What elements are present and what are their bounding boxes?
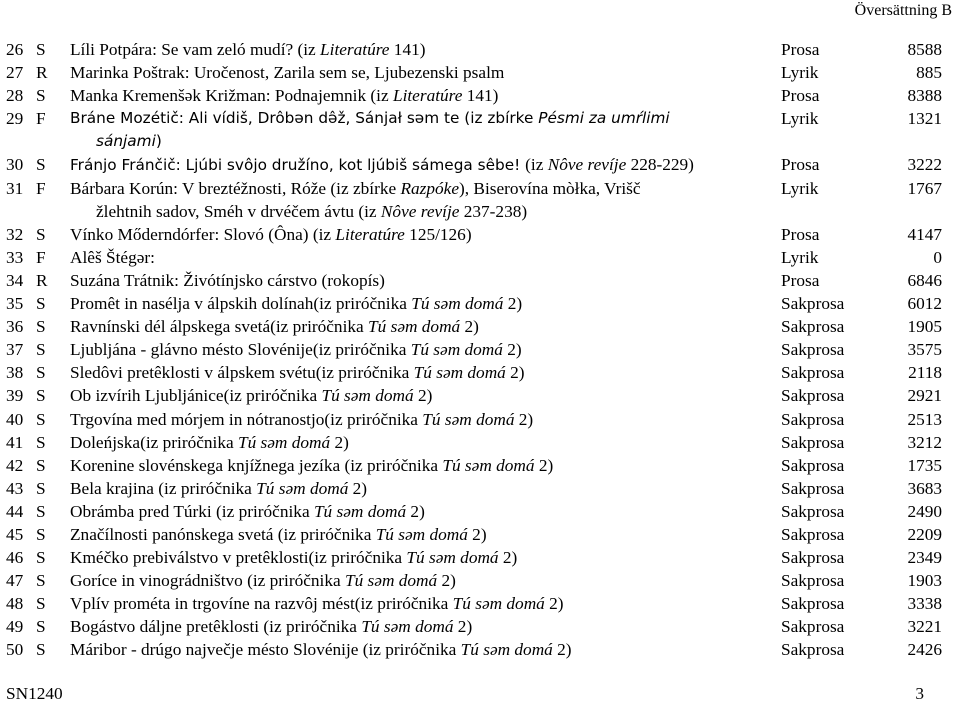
item-number: 45 [6, 524, 24, 544]
item-count: 2426 [907, 640, 942, 660]
item-title: Bela krajina (iz priróčnika Tú səm domá 2) [70, 478, 368, 498]
item-number: 35 [6, 294, 24, 314]
item-number: 33 [6, 247, 24, 267]
item-title: Bráne Mozétič: Ali vídiš, Drôbən də̂ž, Sánjał səm te (iz zbírke Pésmi za umŕlimi sánjami) [70, 107, 770, 153]
list-item [0, 84, 960, 107]
item-title: Promêt in nasélja v álpskih dolínah(iz priróčnika Tú səm domá 2) [70, 294, 523, 314]
item-title: Vplív prométa in trgovíne na razvôj mést(iz priróčnika Tú səm domá 2) [70, 594, 564, 614]
item-genre: Sakprosa [781, 501, 845, 521]
item-count: 3338 [907, 594, 942, 614]
item-genre: Prosa [781, 270, 820, 290]
item-title: Máribor - drúgo največje mésto Slovénije (iz priróčnika Tú səm domá 2) [70, 640, 572, 660]
item-count: 1903 [907, 571, 942, 591]
item-count: 0 [933, 247, 942, 267]
item-number: 47 [6, 571, 24, 591]
italic-title: Tú səm domá [411, 294, 504, 314]
item-category: S [36, 617, 46, 637]
list-item [0, 269, 960, 292]
italic-title: Tú səm domá [375, 524, 468, 544]
item-genre: Sakprosa [781, 317, 845, 337]
list-item [0, 500, 960, 523]
italic-title: Literatúre [392, 86, 463, 106]
italic-title: Tú səm domá [410, 340, 503, 360]
list-item [0, 592, 960, 615]
list-item [0, 615, 960, 638]
list-item [0, 107, 960, 153]
item-title: Manka Kremenšək Križman: Podnajemnik (iz Literatúre 141) [70, 86, 499, 106]
item-number: 39 [6, 386, 24, 406]
item-category: S [36, 317, 46, 337]
item-genre: Sakprosa [781, 478, 845, 498]
item-number: 38 [6, 363, 24, 383]
item-genre: Sakprosa [781, 571, 845, 591]
item-number: 49 [6, 617, 24, 637]
item-category: S [36, 294, 46, 314]
item-count: 2513 [907, 409, 942, 429]
text-list [0, 38, 960, 662]
item-number: 32 [6, 224, 24, 244]
item-genre: Sakprosa [781, 594, 845, 614]
page-header: Översättning B [854, 2, 952, 19]
italic-title: Tú səm domá [460, 640, 553, 660]
italic-title: Nôve revíje [380, 201, 460, 221]
item-title: Ob izvírih Ljubljánice(iz priróčnika Tú səm domá 2) [70, 386, 433, 406]
item-count: 1321 [907, 109, 942, 129]
item-number: 48 [6, 594, 24, 614]
item-count: 885 [916, 63, 942, 83]
item-title: Alêš Štégər: [70, 247, 155, 267]
item-category: S [36, 548, 46, 568]
item-count: 2209 [907, 524, 942, 544]
item-category: S [36, 571, 46, 591]
item-title: Značílnosti panónskega svetá (iz priróčnika Tú səm domá 2) [70, 524, 487, 544]
item-genre: Sakprosa [781, 617, 845, 637]
item-title: Vínko Mőderndórfer: Slovó (Ôna) (iz Literatúre 125/126) [70, 224, 472, 244]
item-title: Líli Potpára: Se vam zeló mudí? (iz Literatúre 141) [70, 40, 426, 59]
item-genre: Sakprosa [781, 294, 845, 314]
italic-title: Tú səm domá [452, 594, 545, 614]
italic-title: Tú səm domá [413, 363, 506, 383]
item-number: 26 [6, 40, 24, 59]
item-category: S [36, 501, 46, 521]
item-number: 37 [6, 340, 24, 360]
item-title: Marinka Poštrak: Uročenost, Zarila sem se, Ljubezenski psalm [70, 63, 505, 83]
item-title: Sledôvi pretêklosti v álpskem svétu(iz priróčnika Tú səm domá 2) [70, 363, 525, 383]
item-category: S [36, 409, 46, 429]
item-count: 2349 [907, 548, 942, 568]
item-genre: Sakprosa [781, 548, 845, 568]
item-count: 8588 [907, 40, 942, 59]
list-item [0, 246, 960, 269]
item-title: Ljubljána - glávno mésto Slovénije(iz priróčnika Tú səm domá 2) [70, 340, 522, 360]
item-category: S [36, 224, 46, 244]
item-count: 4147 [907, 224, 942, 244]
italic-title: Tú səm domá [442, 455, 535, 475]
item-title: Ravnínski dél álpskega svetá(iz priróčnika Tú səm domá 2) [70, 317, 479, 337]
italic-title: Literatúre [335, 224, 405, 244]
item-genre: Lyrik [781, 178, 819, 198]
item-genre: Lyrik [781, 247, 819, 267]
item-title: Kméčko prebiválstvo v pretêklosti(iz priróčnika Tú səm domá 2) [70, 548, 518, 568]
item-genre: Prosa [781, 155, 820, 175]
item-number: 27 [6, 63, 24, 83]
item-category: S [36, 594, 46, 614]
italic-title: Tú səm domá [406, 548, 499, 568]
item-category: S [36, 386, 46, 406]
item-count: 3575 [907, 340, 942, 360]
item-genre: Prosa [781, 86, 820, 106]
italic-title: Tú səm domá [237, 432, 331, 452]
list-item [0, 523, 960, 546]
item-category: S [36, 86, 46, 106]
list-item [0, 638, 960, 661]
item-genre: Sakprosa [781, 386, 845, 406]
item-number: 50 [6, 640, 24, 660]
italic-title: Tú səm domá [344, 571, 438, 591]
list-item [0, 177, 960, 223]
item-category: R [36, 63, 48, 83]
list-item [0, 223, 960, 246]
item-genre: Sakprosa [781, 524, 845, 544]
item-genre: Sakprosa [781, 432, 845, 452]
list-item [0, 361, 960, 384]
list-item [0, 477, 960, 500]
item-count: 2118 [908, 363, 942, 383]
item-title: Obrámba pred Túrki (iz priróčnika Tú səm domá 2) [70, 501, 425, 521]
item-category: S [36, 363, 46, 383]
item-title-continuation: žlehtnih sadov, Sméh v drvéčem ávtu (iz Nôve revíje 237-238) [96, 201, 528, 221]
item-title: Goríce in vinográdništvo (iz priróčnika Tú səm domá 2) [70, 571, 456, 591]
item-title: Doleńjska(iz priróčnika Tú səm domá 2) [70, 432, 349, 452]
list-item [0, 408, 960, 431]
item-count: 2921 [907, 386, 942, 406]
list-item [0, 384, 960, 407]
item-category: R [36, 270, 48, 290]
item-count: 6846 [907, 270, 942, 290]
item-title: Trgovína med mórjem in nótranostjo(iz priróčnika Tú səm domá 2) [70, 409, 534, 429]
list-item [0, 38, 960, 61]
item-genre: Sakprosa [781, 640, 845, 660]
item-number: 30 [6, 155, 24, 175]
item-number: 36 [6, 317, 24, 337]
item-genre: Sakprosa [781, 340, 845, 360]
item-genre: Prosa [781, 40, 820, 59]
item-category: F [36, 247, 46, 267]
source-text: (iz [525, 155, 548, 175]
item-category: S [36, 40, 46, 59]
list-item [0, 338, 960, 361]
item-title: Suzána Trátnik: Živótínjsko cárstvo (rokopís) [70, 270, 385, 290]
italic-title: Razpóke [400, 178, 460, 198]
italic-title: Tú səm domá [368, 317, 461, 337]
list-item [0, 569, 960, 592]
item-title: Bárbara Korún: V breztéžnosti, Róže (iz zbírke Razpóke), Biserovína mòłka, Vrišč žlehtnih sadov, Sméh v drvéčem ávtu (iz Nôve revíje 237-238) [70, 177, 770, 223]
italic-title: sánjami [96, 132, 156, 151]
item-category: F [36, 109, 46, 129]
item-number: 42 [6, 455, 24, 475]
item-category: S [36, 478, 46, 498]
item-count: 3212 [907, 432, 942, 452]
item-category: S [36, 155, 46, 175]
item-title-continuation: sánjami) [96, 132, 162, 151]
item-category: F [36, 178, 46, 198]
list-item [0, 546, 960, 569]
italic-title: Tú səm domá [422, 409, 515, 429]
item-count: 1735 [907, 455, 942, 475]
italic-title: Literatúre [320, 40, 390, 59]
italic-title: Tú səm domá [256, 478, 349, 498]
item-number: 40 [6, 409, 24, 429]
item-number: 29 [6, 109, 24, 129]
item-count: 1767 [907, 178, 942, 198]
italic-title: Tú səm domá [321, 386, 414, 406]
item-count: 6012 [907, 294, 942, 314]
item-number: 43 [6, 478, 24, 498]
item-count: 1905 [907, 317, 942, 337]
list-item [0, 61, 960, 84]
item-category: S [36, 340, 46, 360]
item-genre: Sakprosa [781, 363, 845, 383]
item-number: 41 [6, 432, 24, 452]
item-title: Korenine slovénskega knjížnega jezíka (iz priróčnika Tú səm domá 2) [70, 455, 554, 475]
item-category: S [36, 432, 46, 452]
italic-title: Tú səm domá [361, 617, 454, 637]
item-number: 28 [6, 86, 24, 106]
source-text: 228-229) [626, 155, 694, 175]
item-count: 3222 [907, 155, 942, 175]
item-number: 44 [6, 501, 24, 521]
item-category: S [36, 524, 46, 544]
item-count: 3221 [907, 617, 942, 637]
item-genre: Lyrik [781, 63, 819, 83]
item-count: 3683 [907, 478, 942, 498]
item-number: 34 [6, 270, 24, 290]
item-number: 46 [6, 548, 24, 568]
list-item [0, 454, 960, 477]
item-title: Fránjo Fránčič: Ljúbi svôjo družíno, kot ljúbiš sámega sêbe! (iz Nôve revíje 228-229) [70, 155, 694, 175]
item-title: Bogástvo dáljne pretêklosti (iz priróčnika Tú səm domá 2) [70, 617, 473, 637]
item-genre: Sakprosa [781, 455, 845, 475]
list-item [0, 431, 960, 454]
item-genre: Sakprosa [781, 409, 845, 429]
footer-page-number: 3 [915, 684, 924, 703]
item-count: 2490 [907, 501, 942, 521]
list-item [0, 315, 960, 338]
list-item [0, 153, 960, 176]
item-category: S [36, 455, 46, 475]
item-genre: Prosa [781, 224, 820, 244]
item-count: 8388 [907, 86, 942, 106]
list-item [0, 292, 960, 315]
footer-document-id: SN1240 [6, 684, 63, 703]
item-category: S [36, 640, 46, 660]
italic-title: Tú səm domá [313, 501, 407, 521]
item-number: 31 [6, 178, 24, 198]
italic-title: Nôve revíje [547, 155, 627, 175]
italic-title: Pésmi za umŕlimi [538, 109, 670, 128]
item-genre: Lyrik [781, 109, 819, 129]
